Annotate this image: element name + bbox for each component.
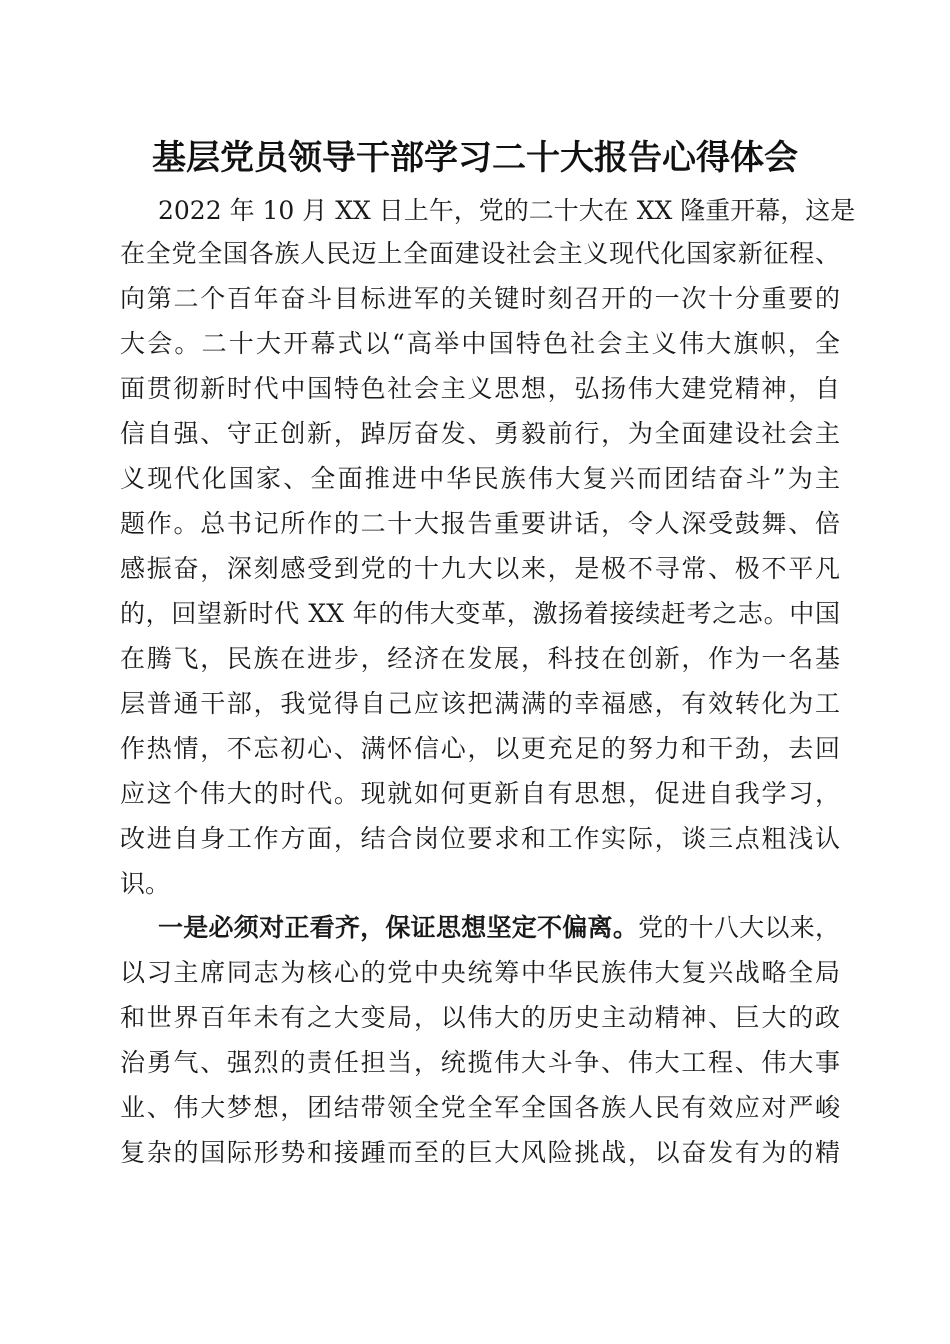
paragraph-2-line: 以习主席同志为核心的党中央统筹中华民族伟大复兴战略全局 [120,958,840,987]
paragraph-1-line: 面贯彻新时代中国特色社会主义思想，弘扬伟大建党精神，自 [120,374,840,403]
paragraph-1-line: 感振奋，深刻感受到党的十九大以来，是极不寻常、极不平凡 [120,554,840,583]
paragraph-2-line: 业、伟大梦想，团结带领全党全军全国各族人民有效应对严峻 [120,1093,840,1122]
paragraph-1-line: 信自强、守正创新，踔厉奋发、勇毅前行，为全面建设社会主 [120,419,840,448]
paragraph-1-line: 义现代化国家、全面推进中华民族伟大复兴而团结奋斗”为主 [120,464,840,493]
paragraph-2-line: 复杂的国际形势和接踵而至的巨大风险挑战，以奋发有为的精 [120,1138,840,1167]
paragraph-1-line: 大会。二十大开幕式以“高举中国特色社会主义伟大旗帜，全 [120,329,840,358]
paragraph-2-bold-lead: 一是必须对正看齐，保证思想坚定不偏离。 [158,913,639,942]
paragraph-1-line: 应这个伟大的时代。现就如何更新自有思想，促进自我学习， [120,779,840,808]
document-title: 基层党员领导干部学习二十大报告心得体会 [152,138,798,178]
paragraph-1-line: 改进自身工作方面，结合岗位要求和工作实际，谈三点粗浅认 [120,824,840,853]
paragraph-1-line: 识。 [120,869,171,898]
paragraph-2-line: 治勇气、强烈的责任担当，统揽伟大斗争、伟大工程、伟大事 [120,1048,840,1077]
paragraph-1-line: 层普通干部，我觉得自己应该把满满的幸福感，有效转化为工 [120,689,840,718]
paragraph-2-first-line-rest: 党的十八大以来， [638,913,840,942]
paragraph-2-first-line [158,910,840,950]
paragraph-2-line: 和世界百年未有之大变局，以伟大的历史主动精神、巨大的政 [120,1003,840,1032]
paragraph-1-line: 在腾飞，民族在进步，经济在发展，科技在创新，作为一名基 [120,644,840,673]
paragraph-1-line: 题作。总书记所作的二十大报告重要讲话，令人深受鼓舞、倍 [120,509,840,538]
paragraph-1-line: 在全党全国各族人民迈上全面建设社会主义现代化国家新征程、 [120,239,840,268]
paragraph-1-line: 向第二个百年奋斗目标进军的关键时刻召开的一次十分重要的 [120,284,840,313]
paragraph-1-line: 2022 年 10 月 XX 日上午，党的二十大在 XX 隆重开幕，这是 [158,196,856,225]
paragraph-1-line: 的，回望新时代 XX 年的伟大变革，激扬着接续赶考之志。中国 [120,599,840,628]
paragraph-1-line: 作热情，不忘初心、满怀信心，以更充足的努力和干劲，去回 [120,734,840,763]
